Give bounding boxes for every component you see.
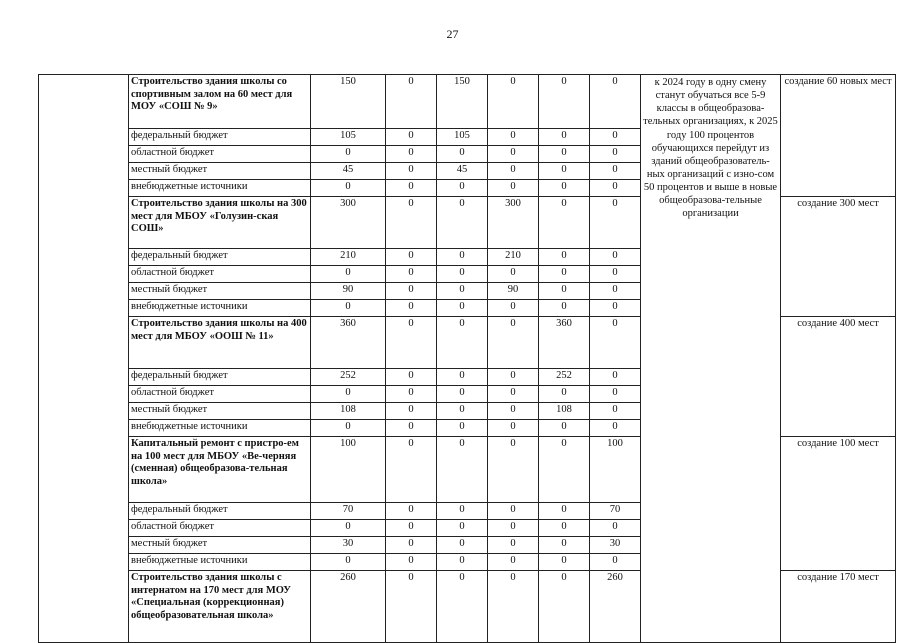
funding-value-cell: 45 [311,163,386,180]
funding-value-cell: 108 [539,403,590,420]
project-value-cell: 0 [590,75,641,129]
funding-source-label: местный бюджет [129,283,311,300]
program-table [38,74,896,643]
funding-value-cell: 0 [539,300,590,317]
funding-source-label: внебюджетные источники [129,420,311,437]
funding-value-cell: 0 [488,403,539,420]
funding-value-cell: 0 [311,180,386,197]
funding-value-cell: 0 [539,503,590,520]
funding-value-cell: 90 [311,283,386,300]
funding-value-cell: 0 [488,503,539,520]
funding-value-cell: 0 [386,537,437,554]
funding-source-label: федеральный бюджет [129,369,311,386]
funding-value-cell: 0 [311,146,386,163]
funding-value-cell: 0 [311,520,386,537]
funding-value-cell: 0 [437,503,488,520]
project-value-cell: 0 [488,317,539,369]
project-value-cell: 0 [590,197,641,249]
funding-source-label: областной бюджет [129,520,311,537]
project-value-cell: 360 [311,317,386,369]
project-value-cell: 100 [311,437,386,503]
funding-value-cell: 0 [437,403,488,420]
funding-source-label: федеральный бюджет [129,503,311,520]
funding-value-cell: 30 [311,537,386,554]
funding-value-cell: 0 [590,129,641,146]
funding-value-cell: 105 [311,129,386,146]
funding-value-cell: 0 [488,266,539,283]
funding-value-cell: 0 [488,180,539,197]
funding-value-cell: 105 [437,129,488,146]
funding-value-cell: 0 [590,520,641,537]
funding-value-cell: 0 [539,554,590,571]
funding-value-cell: 0 [590,163,641,180]
funding-source-label: внебюджетные источники [129,180,311,197]
funding-value-cell: 0 [590,403,641,420]
project-effect: создание 170 мест [781,571,896,643]
funding-value-cell: 0 [386,180,437,197]
funding-value-cell: 0 [437,249,488,266]
project-value-cell: 150 [437,75,488,129]
funding-value-cell: 0 [386,403,437,420]
project-value-cell: 300 [311,197,386,249]
funding-value-cell: 0 [590,300,641,317]
funding-value-cell: 0 [386,266,437,283]
funding-value-cell: 0 [311,554,386,571]
project-value-cell: 260 [311,571,386,643]
project-value-cell: 0 [488,75,539,129]
funding-source-label: областной бюджет [129,266,311,283]
funding-source-label: местный бюджет [129,163,311,180]
funding-value-cell: 0 [488,420,539,437]
project-value-cell: 0 [386,571,437,643]
funding-value-cell: 0 [437,520,488,537]
funding-value-cell: 108 [311,403,386,420]
funding-value-cell: 70 [590,503,641,520]
funding-value-cell: 90 [488,283,539,300]
blank-column-cell [39,75,129,643]
funding-source-label: областной бюджет [129,386,311,403]
project-value-cell: 0 [590,317,641,369]
funding-value-cell: 0 [488,163,539,180]
page-number: 27 [446,27,459,41]
funding-value-cell: 0 [590,386,641,403]
table-body [39,75,896,643]
funding-value-cell: 0 [590,283,641,300]
funding-value-cell: 0 [386,129,437,146]
funding-value-cell: 0 [488,554,539,571]
project-value-cell: 300 [488,197,539,249]
funding-value-cell: 0 [311,266,386,283]
project-value-cell: 0 [437,437,488,503]
project-value-cell: 0 [488,571,539,643]
funding-value-cell: 210 [488,249,539,266]
funding-value-cell: 0 [590,420,641,437]
funding-value-cell: 0 [386,386,437,403]
project-value-cell: 100 [590,437,641,503]
funding-value-cell: 70 [311,503,386,520]
project-title: Строительство здания школы со спортивным залом на 60 мест для МОУ «СОШ № 9» [129,75,311,129]
project-effect: создание 100 мест [781,437,896,571]
funding-value-cell: 0 [437,283,488,300]
funding-value-cell: 0 [539,129,590,146]
project-title: Строительство здания школы на 400 мест для МБОУ «ООШ № 11» [129,317,311,369]
funding-value-cell: 0 [386,249,437,266]
funding-value-cell: 252 [311,369,386,386]
project-value-cell: 0 [437,317,488,369]
funding-value-cell: 0 [539,146,590,163]
funding-source-label: внебюджетные источники [129,300,311,317]
funding-value-cell: 0 [386,163,437,180]
funding-value-cell: 0 [590,266,641,283]
funding-value-cell: 30 [590,537,641,554]
funding-value-cell: 0 [311,300,386,317]
funding-value-cell: 0 [437,146,488,163]
funding-value-cell: 0 [488,537,539,554]
funding-value-cell: 0 [437,386,488,403]
funding-value-cell: 0 [590,146,641,163]
funding-value-cell: 0 [488,300,539,317]
project-value-cell: 0 [539,75,590,129]
funding-value-cell: 0 [539,163,590,180]
funding-source-label: областной бюджет [129,146,311,163]
funding-value-cell: 0 [437,180,488,197]
project-value-cell: 0 [437,571,488,643]
funding-value-cell: 0 [590,249,641,266]
project-effect: создание 60 новых мест [781,75,896,197]
funding-source-label: местный бюджет [129,537,311,554]
project-title: Капитальный ремонт с пристро-ем на 100 мест для МБОУ «Ве-черняя (сменная) общеобразова-тельная школа» [129,437,311,503]
funding-source-label: местный бюджет [129,403,311,420]
project-title: Строительство здания школы с интернатом на 170 мест для МОУ «Специальная (коррекционная) общеобразовательная школа» [129,571,311,643]
funding-value-cell: 0 [386,503,437,520]
funding-value-cell: 0 [386,300,437,317]
funding-value-cell: 0 [437,420,488,437]
funding-value-cell: 0 [386,520,437,537]
funding-value-cell: 0 [488,146,539,163]
funding-value-cell: 0 [437,300,488,317]
funding-source-label: федеральный бюджет [129,249,311,266]
funding-value-cell: 0 [437,554,488,571]
funding-value-cell: 0 [488,386,539,403]
funding-value-cell: 0 [437,266,488,283]
funding-value-cell: 0 [539,537,590,554]
project-row [39,75,896,129]
project-value-cell: 0 [386,437,437,503]
project-value-cell: 260 [590,571,641,643]
funding-value-cell: 0 [386,283,437,300]
funding-value-cell: 0 [386,369,437,386]
funding-value-cell: 0 [590,554,641,571]
funding-value-cell: 0 [488,129,539,146]
funding-value-cell: 0 [539,520,590,537]
funding-value-cell: 0 [590,180,641,197]
funding-value-cell: 0 [488,369,539,386]
funding-value-cell: 0 [437,537,488,554]
project-value-cell: 0 [539,197,590,249]
funding-value-cell: 0 [437,369,488,386]
project-value-cell: 0 [386,317,437,369]
funding-value-cell: 0 [386,146,437,163]
funding-source-label: внебюджетные источники [129,554,311,571]
expected-result-note: к 2024 году в одну смену станут обучаться все 5-9 классы в общеобразова-тельных организациях, к 2025 году 100 процентов обучающихся перейдут из зданий общеобразователь-ных организаций с изно-сом 50 процентов и выше в новые общеобразова-тельные организации [641,75,781,643]
funding-value-cell: 45 [437,163,488,180]
funding-value-cell: 0 [488,520,539,537]
project-effect: создание 300 мест [781,197,896,317]
funding-value-cell: 0 [311,386,386,403]
funding-source-label: федеральный бюджет [129,129,311,146]
project-value-cell: 150 [311,75,386,129]
funding-value-cell: 0 [539,180,590,197]
funding-value-cell: 0 [539,420,590,437]
project-effect: создание 400 мест [781,317,896,437]
project-value-cell: 0 [386,197,437,249]
funding-value-cell: 0 [539,386,590,403]
funding-value-cell: 210 [311,249,386,266]
project-value-cell: 360 [539,317,590,369]
funding-value-cell: 0 [386,420,437,437]
funding-value-cell: 0 [590,369,641,386]
funding-value-cell: 0 [386,554,437,571]
funding-value-cell: 0 [539,283,590,300]
project-value-cell: 0 [539,571,590,643]
project-title: Строительство здания школы на 300 мест для МБОУ «Голузин-ская СОШ» [129,197,311,249]
funding-value-cell: 0 [539,249,590,266]
project-value-cell: 0 [437,197,488,249]
funding-value-cell: 0 [539,266,590,283]
project-value-cell: 0 [386,75,437,129]
funding-value-cell: 252 [539,369,590,386]
funding-value-cell: 0 [311,420,386,437]
project-value-cell: 0 [488,437,539,503]
project-value-cell: 0 [539,437,590,503]
